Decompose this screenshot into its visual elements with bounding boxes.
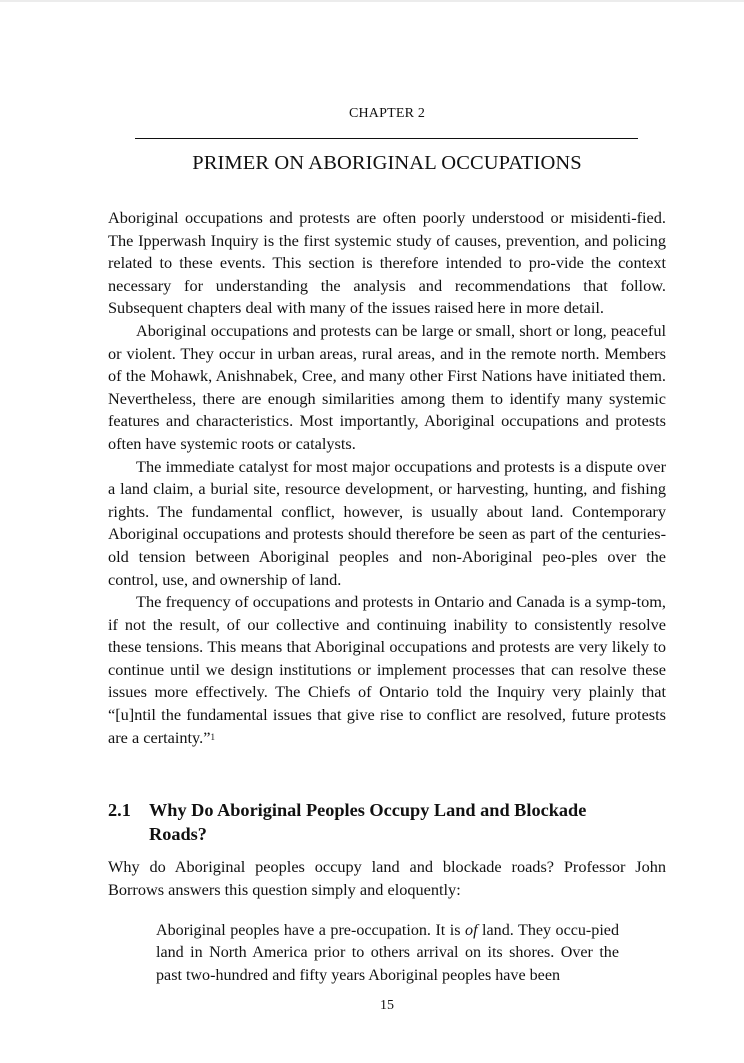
page-top-edge (0, 0, 744, 2)
section-title: Why Do Aboriginal Peoples Occupy Land and Blockade Roads? (149, 800, 587, 844)
quote-text: Aboriginal peoples have a pre-occupation. It is (156, 922, 466, 939)
page-number: 15 (380, 998, 394, 1013)
chapter-divider-rule (135, 138, 638, 139)
block-quote (156, 920, 619, 987)
chapter-body (108, 207, 666, 749)
quote-emphasis: of (465, 922, 478, 939)
section-heading (108, 798, 628, 846)
paragraph: Aboriginal occupations and protests are often poorly understood or misidenti-fied. The Ipperwash Inquiry is the first systemic study of causes, prevention, and policing related to these events. This section is therefore intended to pro-vide the context necessary for understanding the analysis and recommendations that follow. Subsequent chapters deal with many of the issues raised here in more detail. (108, 208, 666, 318)
quote-paragraph (156, 920, 619, 987)
section-number: 2.1 (108, 800, 131, 820)
chapter-title: PRIMER ON ABORIGINAL OCCUPATIONS (192, 152, 582, 174)
section-body (108, 856, 666, 901)
paragraph: Aboriginal occupations and protests can be large or small, short or long, peaceful or violent. They occur in urban areas, rural areas, and in the remote north. Members of the Mohawk, Anishnabek, Cree, and many other First Nations have initiated them. Nevertheless, there are enough similarities among them to identify many systemic features and characteristics. Most importantly, Aboriginal occupations and protests often have systemic roots or catalysts. (108, 320, 666, 453)
paragraph-text: The frequency of occupations and protests in Ontario and Canada is a symp-tom, if not the result, of our collective and continuing inability to consistently resolve these tensions. This means that Aboriginal occupations and protests are very likely to continue until we design institutions or implement processes that can resolve these issues more effectively. The Chiefs of Ontario told the Inquiry very plainly that “[u]ntil the fundamental issues that give rise to conflict are resolved, future protests are a certainty.” (108, 592, 666, 747)
footnote-reference[interactable]: 1 (210, 731, 215, 742)
paragraph-with-footnote (108, 591, 666, 749)
paragraph: The immediate catalyst for most major occupations and protests is a dispute over a land claim, a burial site, resource development, or harvesting, hunting, and fishing rights. The fundamental conflict, however, is usually about land. Contemporary Aboriginal occupations and protests should therefore be seen as part of the centuries-old tension between Aboriginal peoples and non-Aboriginal peo-ples over the control, use, and ownership of land. (108, 456, 666, 589)
section-intro-paragraph: Why do Aboriginal peoples occupy land and blockade roads? Professor John Borrows answers this question simply and eloquently: (108, 857, 666, 899)
chapter-label: CHAPTER 2 (348, 106, 426, 121)
quote-text: land. They occu-pied land in North America prior to others arrival on its shores. Over the past two-hundred and fifty years Aboriginal peoples have been (156, 922, 619, 984)
